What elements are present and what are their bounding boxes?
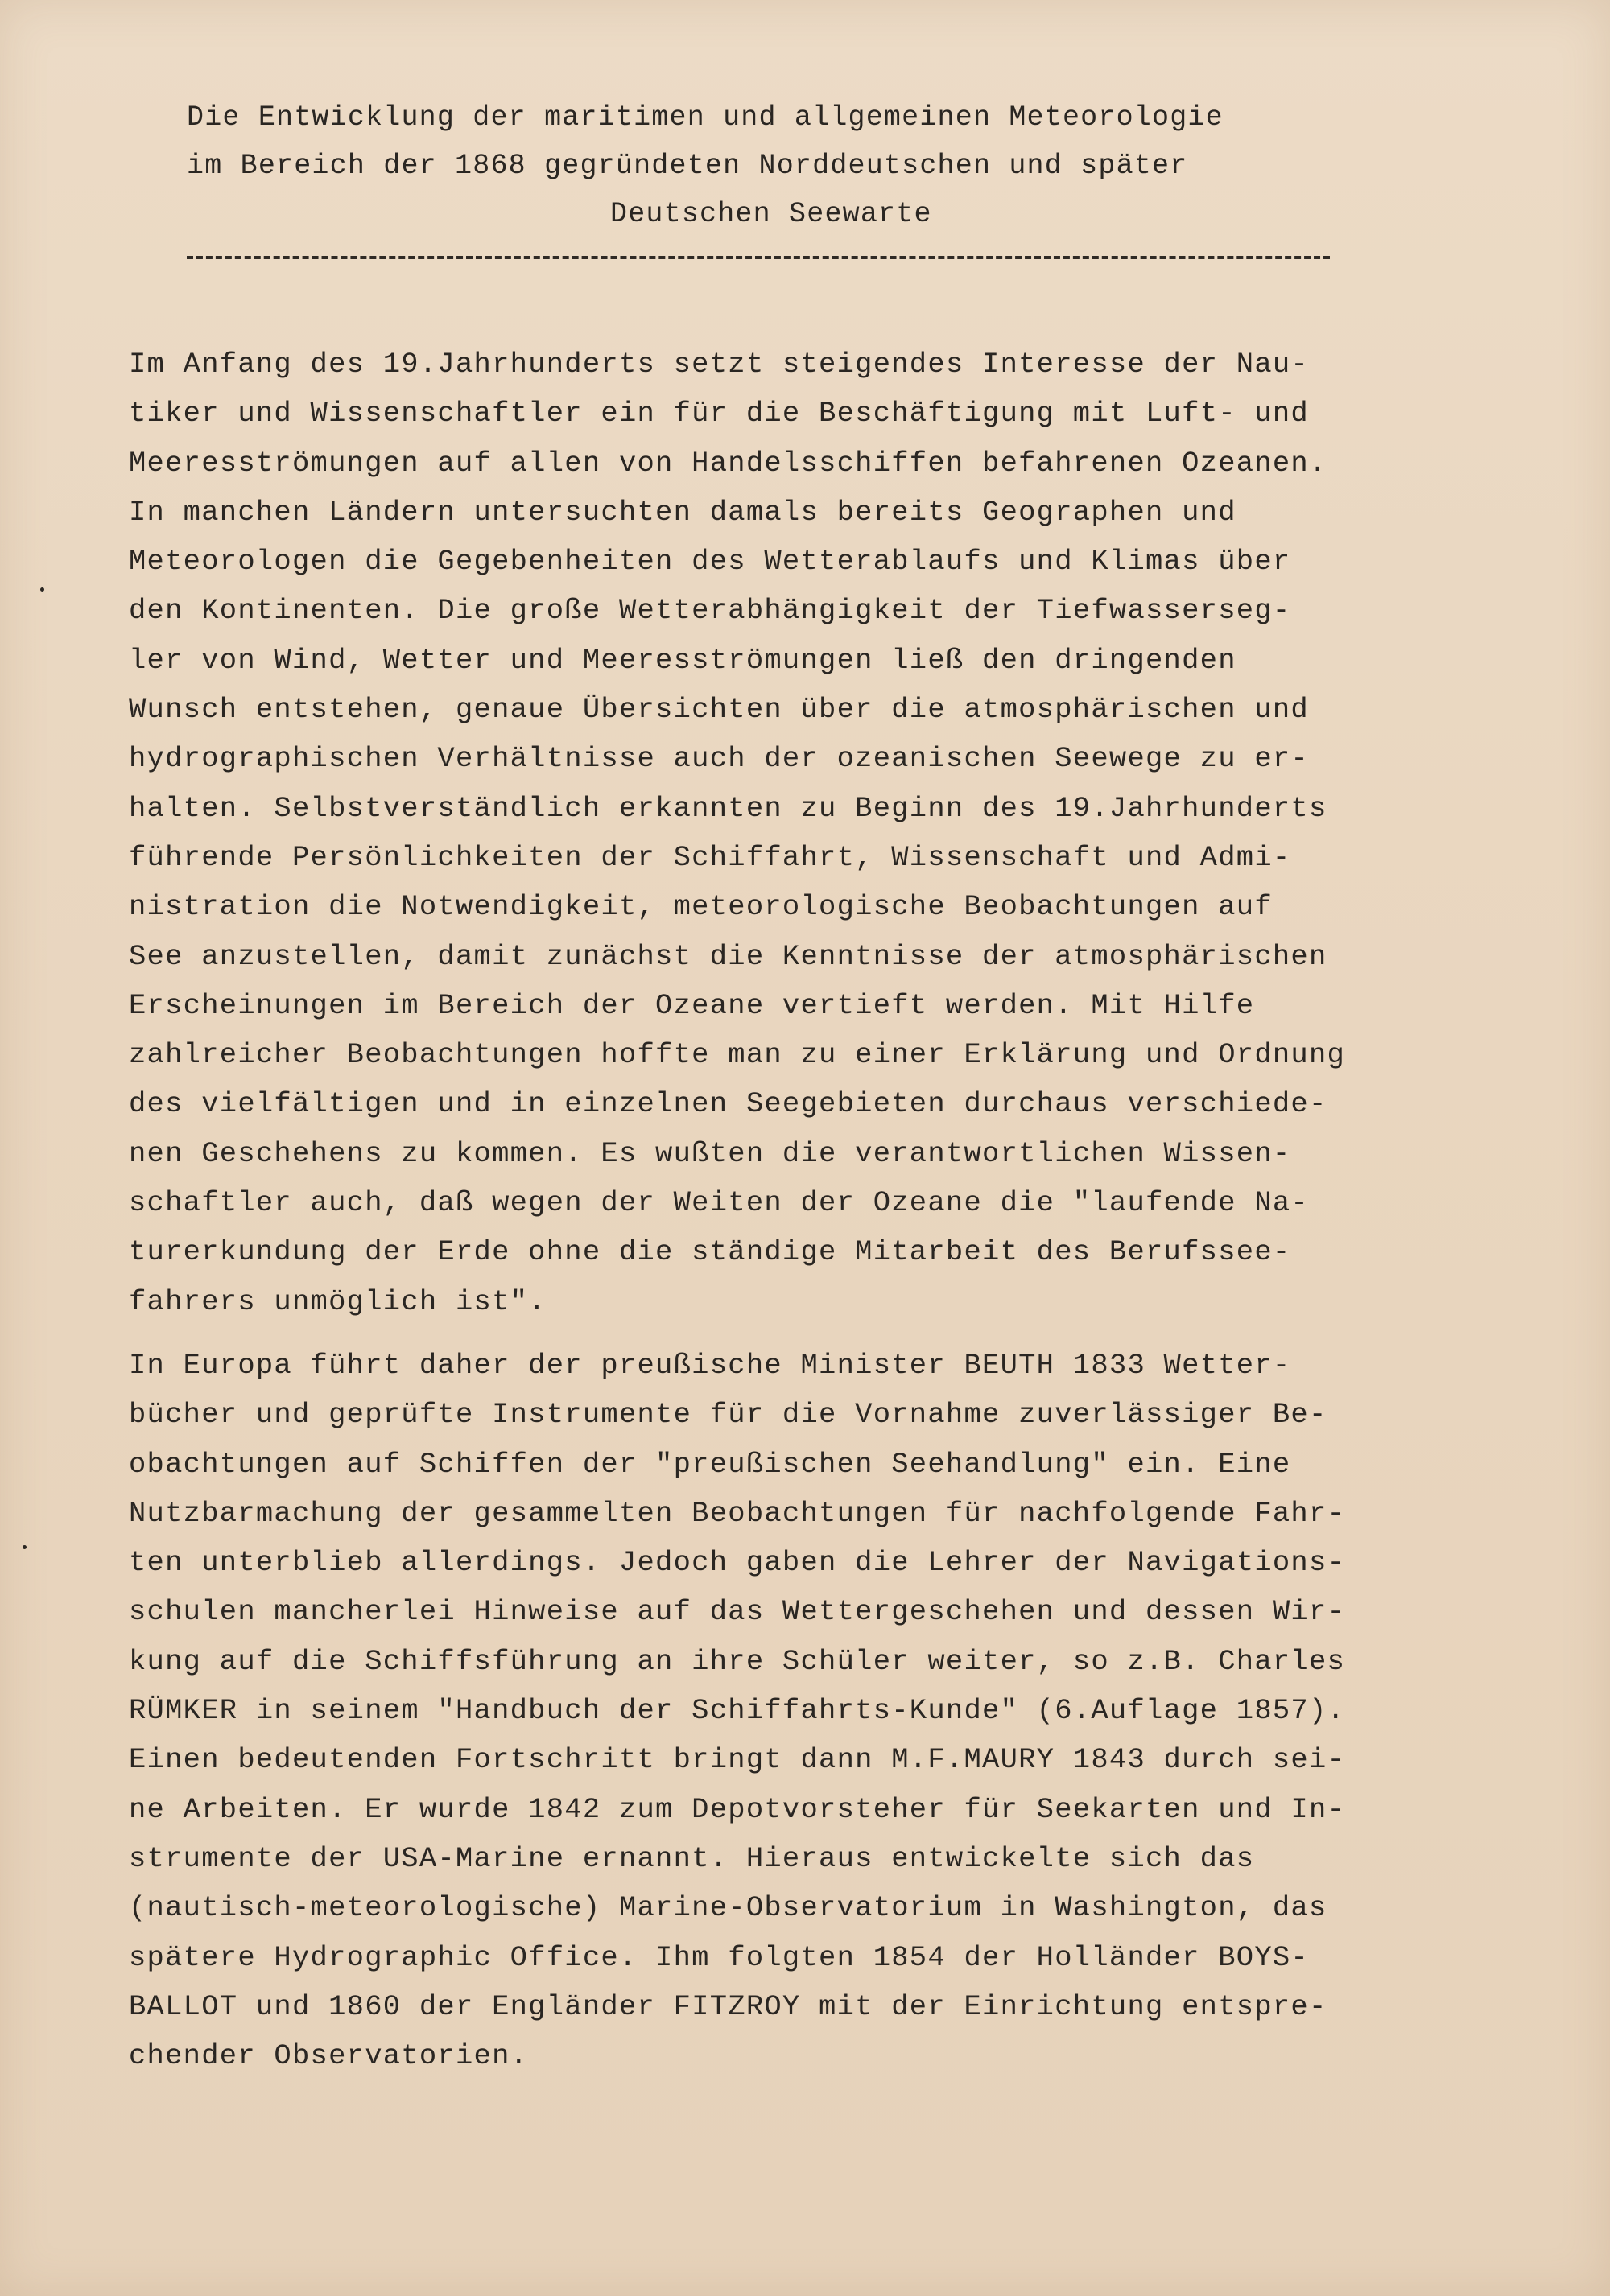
text-line: (nautisch-meteorologische) Marine-Observatorium in Washington, das (129, 1891, 1327, 1925)
text-line: Erscheinungen im Bereich der Ozeane vertieft werden. Mit Hilfe (129, 988, 1255, 1022)
text-line: BALLOT und 1860 der Engländer FITZROY mit der Einrichtung entspre- (129, 1989, 1327, 2023)
text-line: fahrers unmöglich ist". (129, 1284, 547, 1318)
text-line: führende Persönlichkeiten der Schiffahrt, Wissenschaft und Admi- (129, 840, 1291, 874)
margin-dot-mark (40, 587, 44, 592)
text-line: turerkundung der Erde ohne die ständige Mitarbeit des Berufssee- (129, 1235, 1291, 1269)
margin-dot-mark (23, 1545, 27, 1549)
text-line: See anzustellen, damit zunächst die Kenntnisse der atmosphärischen (129, 939, 1327, 973)
text-line: Wunsch entstehen, genaue Übersichten über die atmosphärischen und (129, 693, 1309, 727)
text-line: RÜMKER in seinem "Handbuch der Schiffahrts-Kunde" (6.Auflage 1857). (129, 1694, 1346, 1728)
text-line: Meeresströmungen auf allen von Handelsschiffen befahrenen Ozeanen. (129, 446, 1327, 480)
text-line: zahlreicher Beobachtungen hoffte man zu einer Erklärung und Ordnung (129, 1038, 1346, 1072)
text-line: obachtungen auf Schiffen der "preußischen Seehandlung" ein. Eine (129, 1447, 1291, 1481)
text-line: halten. Selbstverständlich erkannten zu Beginn des 19.Jahrhunderts (129, 791, 1327, 825)
title-line-1: Die Entwicklung der maritimen und allgemeinen Meteorologie (187, 101, 1224, 134)
text-line: spätere Hydrographic Office. Ihm folgten 1854 der Holländer BOYS- (129, 1940, 1309, 1974)
text-line: den Kontinenten. Die große Wetterabhängigkeit der Tiefwasserseg- (129, 594, 1291, 628)
text-line: Einen bedeutenden Fortschritt bringt dann M.F.MAURY 1843 durch sei- (129, 1743, 1346, 1777)
text-line: nistration die Notwendigkeit, meteorologische Beobachtungen auf (129, 890, 1273, 924)
text-line: kung auf die Schiffsführung an ihre Schüler weiter, so z.B. Charles (129, 1644, 1346, 1678)
text-line: bücher und geprüfte Instrumente für die Vornahme zuverlässiger Be- (129, 1398, 1327, 1432)
text-line: hydrographischen Verhältnisse auch der ozeanischen Seewege zu er- (129, 742, 1309, 776)
paragraph-2 (129, 1341, 1465, 2080)
text-line: Im Anfang des 19.Jahrhunderts setzt steigendes Interesse der Nau- (129, 348, 1309, 381)
text-line: ler von Wind, Wetter und Meeresströmungen ließ den dringenden (129, 643, 1236, 677)
text-line: In manchen Ländern untersuchten damals bereits Geographen und (129, 495, 1236, 529)
text-line: chender Observatorien. (129, 2039, 529, 2073)
text-line: schulen mancherlei Hinweise auf das Wettergeschehen und dessen Wir- (129, 1595, 1346, 1629)
title-line-3: Deutschen Seewarte (610, 198, 932, 230)
text-line: ten unterblieb allerdings. Jedoch gaben die Lehrer der Navigations- (129, 1546, 1346, 1580)
text-line: Nutzbarmachung der gesammelten Beobachtungen für nachfolgende Fahr- (129, 1496, 1346, 1530)
text-line: In Europa führt daher der preußische Minister BEUTH 1833 Wetter- (129, 1349, 1291, 1382)
title-line-2: im Bereich der 1868 gegründeten Norddeutschen und später (187, 150, 1188, 182)
text-line: schaftler auch, daß wegen der Weiten der Ozeane die "laufende Na- (129, 1186, 1309, 1220)
text-line: tiker und Wissenschaftler ein für die Beschäftigung mit Luft- und (129, 397, 1309, 431)
text-line: nen Geschehens zu kommen. Es wußten die verantwortlichen Wissen- (129, 1136, 1291, 1170)
text-line: des vielfältigen und in einzelnen Seegebieten durchaus verschiede- (129, 1087, 1327, 1121)
title-dashed-rule (187, 256, 1330, 259)
paragraph-1 (129, 340, 1465, 1326)
text-line: Meteorologen die Gegebenheiten des Wetterablaufs und Klimas über (129, 545, 1291, 579)
text-line: ne Arbeiten. Er wurde 1842 zum Depotvorsteher für Seekarten und In- (129, 1792, 1346, 1826)
text-line: strumente der USA-Marine ernannt. Hieraus entwickelte sich das (129, 1841, 1255, 1875)
